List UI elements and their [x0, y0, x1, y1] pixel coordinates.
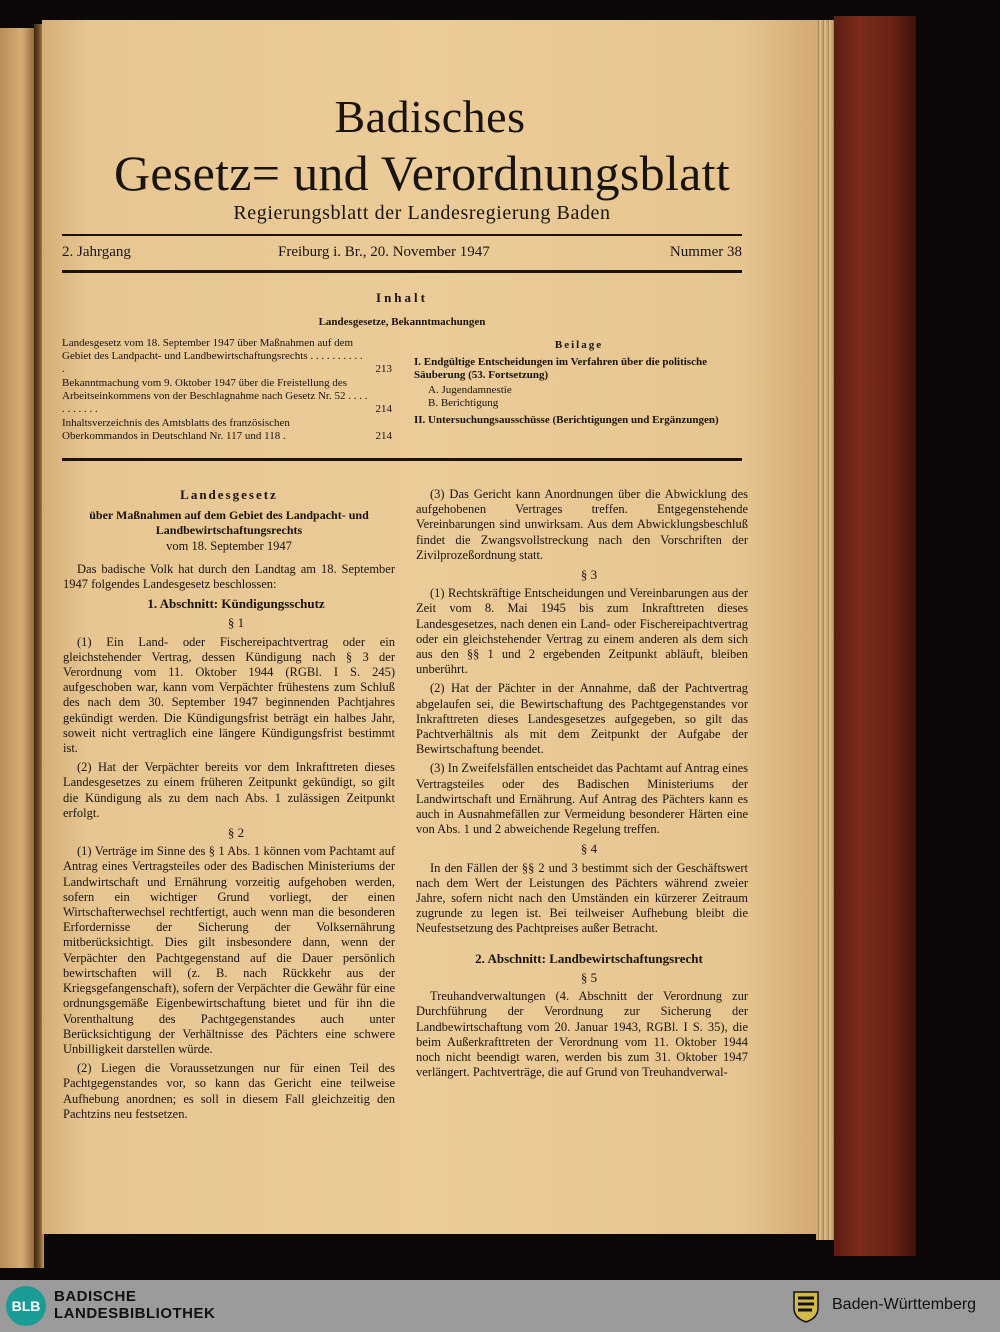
- left-page-edge: [0, 28, 36, 1268]
- law-heading: Landesgesetz: [180, 487, 278, 502]
- text-column-right: [416, 487, 748, 1084]
- issue-number: Nummer 38: [669, 244, 742, 260]
- paragraph-sign: § 3: [580, 567, 598, 583]
- toc-entry-text: Landesgesetz vom 18. September 1947 über Maßnahmen auf dem Gebiet des Landpacht- und Landbewirtschaftungsrechts . . . . . . . . . . .: [62, 337, 363, 375]
- toc-entry: [62, 417, 392, 443]
- toc-right-column: [414, 337, 744, 427]
- toc-entry: [62, 377, 392, 416]
- masthead-line1: Badisches: [334, 91, 526, 142]
- law-paragraph: In den Fällen der §§ 2 und 3 bestimmt sich der Geschäftswert nach dem Wert der Leistungen des Pächters während zweier Jahre, sofern nicht nach den Umständen ein kürzerer Zeitraum zugrunde zu legen ist. Bei teilweiser Aufhebung bleibt die Neufestsetzung des Pachtpreises außer Betracht.: [416, 860, 748, 936]
- paragraph-sign: § 5: [580, 969, 598, 985]
- library-name-line1: BADISCHE: [54, 1288, 137, 1305]
- divider: [62, 458, 742, 461]
- beilage-item: B. Berichtigung: [428, 397, 499, 409]
- library-name-line2: LANDESBIBLIOTHEK: [54, 1305, 216, 1322]
- law-paragraph: (3) In Zweifelsfällen entscheidet das Pachtamt auf Antrag eines Vertragsteiles oder des Badischen Ministeriums der Landwirtschaft und Ernährung. Auf Antrag des Pächters kann es auch in Ausnahmefällen zur Vermeidung besonderer Härten eine von Abs. 1 und 2 abweichende Regelung treffen.: [416, 761, 748, 837]
- paragraph-sign: § 2: [227, 825, 245, 841]
- beilage-item: II. Untersuchungsausschüsse (Berichtigungen und Ergänzungen): [414, 414, 719, 426]
- toc-entry-page: 213: [375, 363, 392, 375]
- divider: [62, 234, 742, 236]
- law-paragraph: (2) Liegen die Voraussetzungen nur für einen Teil des Pachtgegenstandes vor, so kann das Gericht eine teilweise Aufhebung anordnen; es soll in diesem Fall gleichzeitig den Pachtzins neu festsetzen.: [63, 1061, 395, 1121]
- law-paragraph: (2) Hat der Verpächter bereits vor dem Inkrafttreten dieses Landesgesetzes zu einem früheren Zeitpunkt gekündigt, so gilt die Kündigung als zu dem nach Abs. 1 zulässigen Zeitpunkt erfolgt.: [63, 760, 395, 820]
- beilage-title: Beilage: [554, 339, 604, 351]
- coat-of-arms-icon: [790, 1288, 822, 1324]
- law-paragraph: Treuhandverwaltungen (4. Abschnitt der Verordnung zur Durchführung der Verordnung zur Sicherung der Landbewirtschaftung vom 20. Januar 1943, RGBl. I S. 35), die beim Außerkrafttreten der Verordnung vom 11. Oktober 1944 noch nicht beendigt waren, werden bis zum 31. Oktober 1947 verlängert. Pachtverträge, die auf Grund von Treuhandverwal-: [416, 989, 748, 1080]
- toc-subtitle: Landesgesetze, Bekanntmachungen: [318, 316, 486, 328]
- law-paragraph: (1) Ein Land- oder Fischereipachtvertrag oder ein gleichstehender Vertrag, dessen Kündigung nach § 3 der Verordnung vom 11. Oktober 1944 (RGBl. I S. 245) aufgeschoben war, kann vom Verpächter frühestens zum Schluß des nach dem 30. September 1947 beginnenden Pachtjahres gekündigt werden. Die Kündigungsfrist beträgt ein halbes Jahr, soweit nicht vertraglich eine längere Kündigungsfrist bestimmt ist.: [63, 634, 395, 756]
- law-title: über Maßnahmen auf dem Gebiet des Landpacht- und Landbewirtschaftungsrechts: [89, 508, 369, 538]
- toc-entry-page: 214: [375, 403, 392, 415]
- law-paragraph: (1) Rechtskräftige Entscheidungen und Vereinbarungen aus der Zeit vom 8. Mai 1945 bis zum Inkrafttreten dieses Landesgesetzes, nach denen ein Land- oder Fischereipachtvertrag oder ein gleichstehender Vertrag zu einem anderen als dem sich aus den §§ 1 und 2 ergebenden Zeitpunkt abläuft, bleiben unberührt.: [416, 586, 748, 677]
- law-paragraph: (2) Hat der Pächter in der Annahme, daß der Pachtvertrag abgelaufen sei, die Bewirtschaftung des Pachtgegenstandes vor Inkrafttreten dieses Landesgesetzes aufgegeben, so gilt das Pachtverhältnis als mit dem Zeitpunkt der Aufgabe der Bewirtschaftung beendet.: [416, 681, 748, 757]
- state-name[interactable]: Baden-Württemberg: [832, 1296, 977, 1313]
- toc-entry-text: Inhaltsverzeichnis des Amtsblatts des französischen Oberkommandos in Deutschland Nr. 117 und 118 .: [62, 417, 290, 442]
- text-column-left: [63, 487, 395, 1126]
- toc-title: Inhalt: [376, 290, 428, 305]
- issue-jahrgang: 2. Jahrgang: [62, 244, 131, 260]
- beilage-item: I. Endgültige Entscheidungen im Verfahren über die politische Säuberung (53. Fortsetzung): [414, 356, 707, 381]
- document-page: [42, 20, 818, 1234]
- footer-bar: [0, 1280, 1000, 1332]
- masthead-subtitle: Regierungsblatt der Landesregierung Baden: [233, 202, 611, 224]
- law-paragraph: (1) Verträge im Sinne des § 1 Abs. 1 können vom Pachtamt auf Antrag eines Vertragsteiles oder des Badischen Ministeriums der Landwirtschaft und Ernährung vorzeitig aufgehoben werden, sofern ein wichtiger Grund vorliegt, der einen Wirtschafterwechsel rechtfertigt, auch wenn man die besonderen Erfordernisse der Sicherung der Volksernährung mitberücksichtigt. Dies gilt insbesondere dann, wenn der Verpächter den Pachtgegenstand auf die Dauer persönlich bewirtschaften will (z. B. nach Rückkehr aus der Kriegsgefangenschaft), sofern der Verpächter die Gewähr für eine ordnungsgemäße Eigenbewirtschaftung bietet und für ihn die Vorenthaltung des Pachtgegenstandes auch unter Berücksichtigung der Verhältnisse des Pächters eine schwere Unbilligkeit darstellen würde.: [63, 844, 395, 1056]
- law-date: vom 18. September 1947: [166, 538, 292, 553]
- beilage-item: A. Jugendamnestie: [428, 384, 512, 396]
- page-stack-edge: [816, 20, 836, 1240]
- toc-entry-text: Bekanntmachung vom 9. Oktober 1947 über die Freistellung des Arbeitseinkommens von der Beschlagnahme nach Gesetz Nr. 52 . . . . . . . . . . .: [62, 377, 368, 415]
- law-paragraph: (3) Das Gericht kann Anordnungen über die Abwicklung des aufgehobenen Vertrages treffen. Entgegenstehende Vereinbarungen sind unwirksam. Aus dem Abwicklungsbeschluß findet die Zwangsvollstreckung nach den Vorschriften der Zivilprozeßordnung statt.: [416, 487, 748, 562]
- library-name[interactable]: [54, 1288, 215, 1322]
- section-heading: 1. Abschnitt: Kündigungsschutz: [147, 596, 325, 612]
- library-logo[interactable]: BLB: [6, 1286, 46, 1326]
- issue-place-date: Freiburg i. Br., 20. November 1947: [278, 244, 490, 260]
- paragraph-sign: § 4: [580, 841, 598, 857]
- masthead-line2: Gesetz= und Verordnungsblatt: [113, 145, 731, 201]
- background: [916, 0, 1000, 1280]
- toc-entry-page: 214: [375, 430, 392, 442]
- toc-left-column: [62, 337, 392, 443]
- book-cover: [834, 16, 916, 1256]
- law-intro: Das badische Volk hat durch den Landtag am 18. September 1947 folgendes Landesgesetz beschlossen:: [63, 561, 395, 592]
- section-heading: 2. Abschnitt: Landbewirtschaftungsrecht: [475, 950, 703, 966]
- divider: [62, 270, 742, 273]
- paragraph-sign: § 1: [227, 615, 245, 631]
- toc-entry: [62, 337, 392, 376]
